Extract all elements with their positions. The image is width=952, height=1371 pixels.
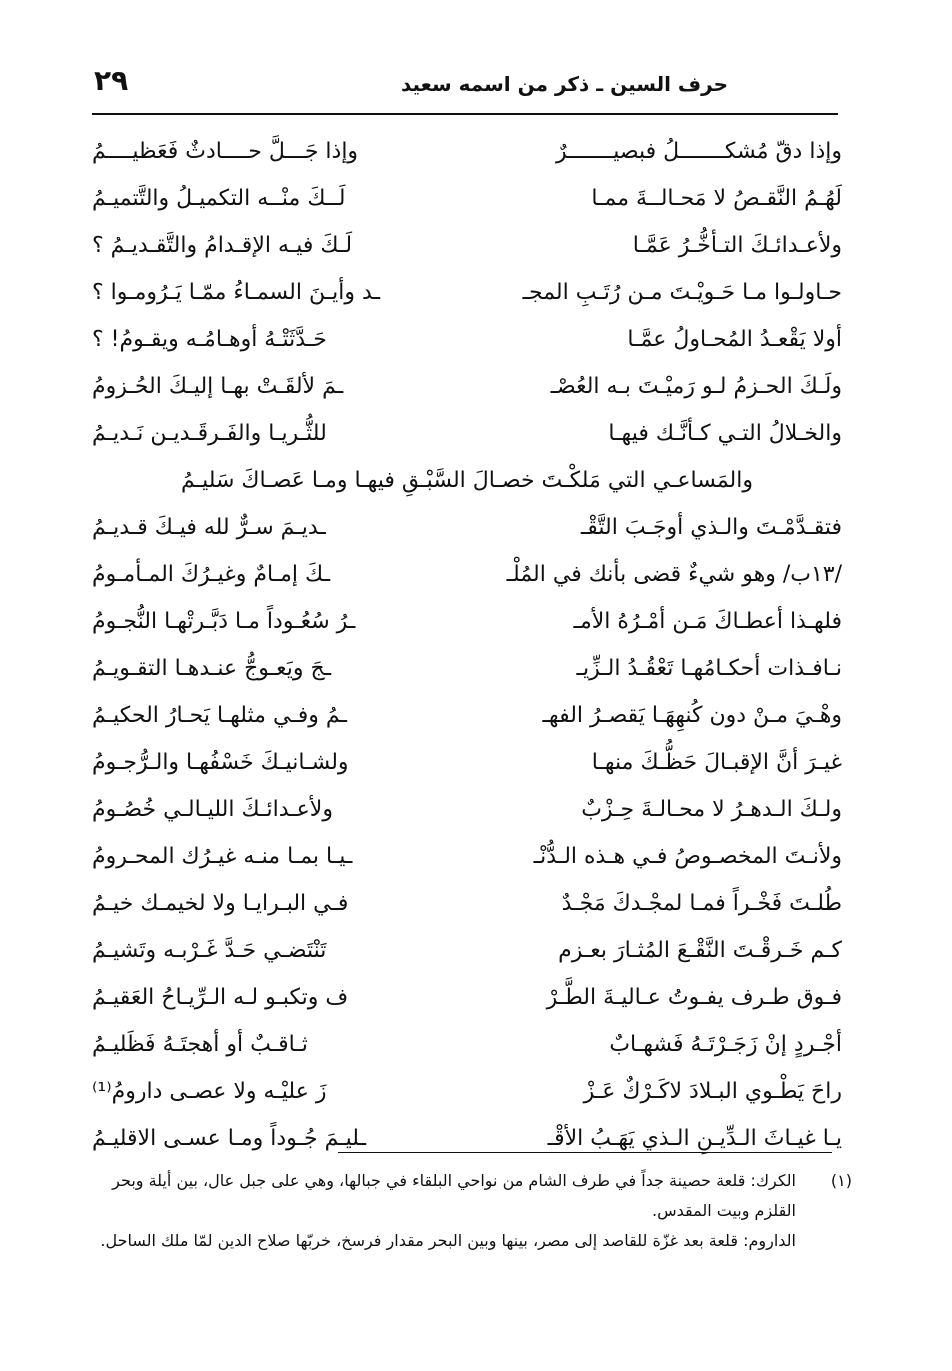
verse: [92, 363, 842, 410]
footnote-marker: (١): [830, 1171, 852, 1190]
footnotes: [92, 1166, 852, 1256]
verse: [92, 786, 842, 833]
verse: [92, 410, 842, 457]
verse-second-hemistich: ثـاقـبٌ أو أهجتَـهُ فَظَليـمُ: [92, 1032, 308, 1057]
verse-first-hemistich: وإذا دقّ مُشكـــــــلُ فبصيـــــــرٌ: [556, 139, 842, 164]
verse-first-hemistich: والخـلالُ التـي كـأنَّـك فيهـا: [608, 421, 842, 446]
verse: [92, 222, 842, 269]
verse: [92, 739, 842, 786]
header-rule: [92, 113, 838, 115]
verse: [92, 1021, 842, 1068]
verse-full-line: [92, 457, 842, 504]
verse-second-hemistich: ـمُ وفـي مثلهـا يَحـارُ الحكيـمُ: [92, 703, 347, 728]
verse-second-hemistich: ـليـمَ جُـوداً ومـا عسـى الاقليـمُ: [92, 1126, 367, 1151]
verse-second-hemistich: وإذا جَـــلَّ حــــادثٌ فَعَظيــــمُ: [92, 139, 359, 164]
verse-second-hemistich: حَـدَّثَتْـهُ أوهـامُـه ويقـومُ! ؟: [92, 327, 327, 352]
verse: [92, 504, 842, 551]
verse: [92, 128, 842, 175]
verse: [92, 645, 842, 692]
footnote-text: الكرك: قلعة حصينة جداً في طرف الشام من نواحي البلقاء في جبالها، وهي على جبل عال، بين أيلة وبحر القلزم وبيت المقدس.: [112, 1171, 796, 1220]
verse: [92, 927, 842, 974]
verse: [92, 974, 842, 1021]
verse-first-hemistich: فـوق طـرف يفـوتُ عـاليـةَ الطَّـرْ: [546, 985, 842, 1010]
verse-second-hemistich: للثُّـريـا والفَـرقَـديـن نَـديـمُ: [92, 421, 327, 446]
verse-first-hemistich: فتقـدَّمْـتَ والـذي أوجَـبَ التَّقْـ: [580, 515, 842, 540]
verse-second-hemistich: ـيـا بمـا منـه غيـرُك المحـرومُ: [92, 844, 353, 869]
verse: [92, 598, 842, 645]
verse-first-hemistich: يـا غيـاثَ الـدِّيـنِ الـذي يَهَـبُ الأقْـ: [547, 1126, 842, 1151]
verse-second-hemistich: لَــكَ منْــه التكميـلُ والتَّتميـمُ: [92, 186, 346, 211]
verse-first-hemistich: وهْـيَ مـنْ دون كُنهِهَـا يَقصـرُ الفهـ: [542, 703, 842, 728]
verse-first-hemistich: ولأنـتَ المخصـوصُ فـي هـذه الـدُّنْـ: [533, 844, 842, 869]
verse-first-hemistich: /١٣ب/ وهو شيءٌ قضى بأنك في المُلْـ: [506, 562, 842, 587]
footnote-separator: [338, 1152, 832, 1153]
verse-second-hemistich: ـمَ لألقَـتْ بهـا إليـكَ الحُـزومُ: [92, 374, 344, 399]
verse-full-text: والمَساعـي التي مَلكْـتَ خصـالَ السَّبْـقِ فيهـا ومـا عَصـاكَ سَليـمُ: [180, 468, 753, 493]
verse-second-hemistich: فـي البـرايـا ولا لخيمـك خيـمُ: [92, 891, 349, 916]
verse: [92, 1068, 842, 1115]
verse-second-hemistich: ف وتكبـو لـه الـرِّيـاحُ العَقيـمُ: [92, 985, 349, 1010]
verse: [92, 269, 842, 316]
verse-first-hemistich: لَهُـمُ النَّقـصُ لا مَحـالــةَ ممـا: [591, 186, 842, 211]
page-header: [92, 58, 838, 108]
verse-second-hemistich: ـجَ ويَعـوجُّ عنـدهـا التقـويـمُ: [92, 656, 332, 681]
running-title: حرف السين ـ ذكر من اسمه سعيد: [400, 72, 728, 96]
footnote-2: [92, 1226, 852, 1256]
verse-second-hemistich: زَ عليْـه ولا عصـى دارومُ⁽¹⁾: [92, 1079, 327, 1104]
page-number: ٢٩: [94, 64, 129, 97]
verse-second-hemistich: ولأعـدائـكَ الليـالـي خُصُـومُ: [92, 797, 333, 822]
verse-first-hemistich: ولـكَ الـدهـرُ لا محـالـةَ حِـزْبٌ: [581, 797, 842, 822]
verse-first-hemistich: فلهـذا أعطـاكَ مَـن أمْـرُهُ الأمـ: [573, 609, 842, 634]
poem: [92, 128, 842, 1162]
footnote-text: الداروم: قلعة بعد غزّة للقاصد إلى مصر، بينها وبين البحر مقدار فرسخ، خربّها صلاح الدين لمّا ملك الساحل.: [100, 1231, 796, 1250]
verse: [92, 175, 842, 222]
verse-first-hemistich: أولا يَقْعـدُ المُحـاولُ عمَّـا: [627, 327, 842, 352]
verse-second-hemistich: تَنْتَضـي حَـدَّ غَـرْبـه وتَشيـمُ: [92, 938, 327, 963]
verse-first-hemistich: راحَ يَطْـوي البـلادَ لاكَـرْكٌ عَـزْ: [583, 1079, 842, 1104]
verse-first-hemistich: ولأعـدائـكَ التـأخُّـرُ عَمَّـا: [632, 233, 842, 258]
verse-first-hemistich: كـم خَـرقْـتَ النَّقْـعَ المُثـارَ بعـزم: [558, 938, 842, 963]
verse-second-hemistich: ـكَ إمـامٌ وغيـرُكَ المـأمـومُ: [92, 562, 331, 587]
verse-first-hemistich: ولَـكَ الحـزمُ لـو رَميْـتَ بـه العُصْـ: [550, 374, 842, 399]
verse: [92, 692, 842, 739]
verse: [92, 551, 842, 598]
footnote-1: [92, 1166, 852, 1226]
verse-first-hemistich: طُلـتَ فَخْـراً فمـا لمجْـدكَ مَجْـدٌ: [561, 891, 842, 916]
verse: [92, 880, 842, 927]
verse: [92, 833, 842, 880]
verse: [92, 316, 842, 363]
verse-second-hemistich: لَـكَ فيـه الإقـدامُ والتَّقـديـمُ ؟: [92, 233, 353, 258]
verse-first-hemistich: نـافـذات أحكـامُهـا تَعْقُـدُ الـزِّيـ: [576, 656, 842, 681]
verse-first-hemistich: أجْـردٍ إنْ زَجَـرْتَـهُ فَشهـابٌ: [609, 1032, 842, 1057]
verse-first-hemistich: غيـرَ أنَّ الإقبـالَ حَظُّـكَ منهـا: [591, 750, 842, 775]
verse-second-hemistich: ـد وأيـنَ السمـاءُ ممّـا يَـرُومـوا ؟: [92, 280, 381, 305]
verse-second-hemistich: ـرُ سُعُـوداً مـا دَبَّـرتْهـا النُّجـومُ: [92, 609, 356, 634]
verse-second-hemistich: ولشـانيـكَ خَسْفُهـا والـرُّجـومُ: [92, 750, 349, 775]
verse-first-hemistich: حـاولـوا مـا حَـويْـتَ مـن رُتَـبِ المجـ: [522, 280, 842, 305]
verse-second-hemistich: ـديـمَ سـرٌّ لله فيـكَ قـديـمُ: [92, 515, 326, 540]
verse: [92, 1115, 842, 1162]
